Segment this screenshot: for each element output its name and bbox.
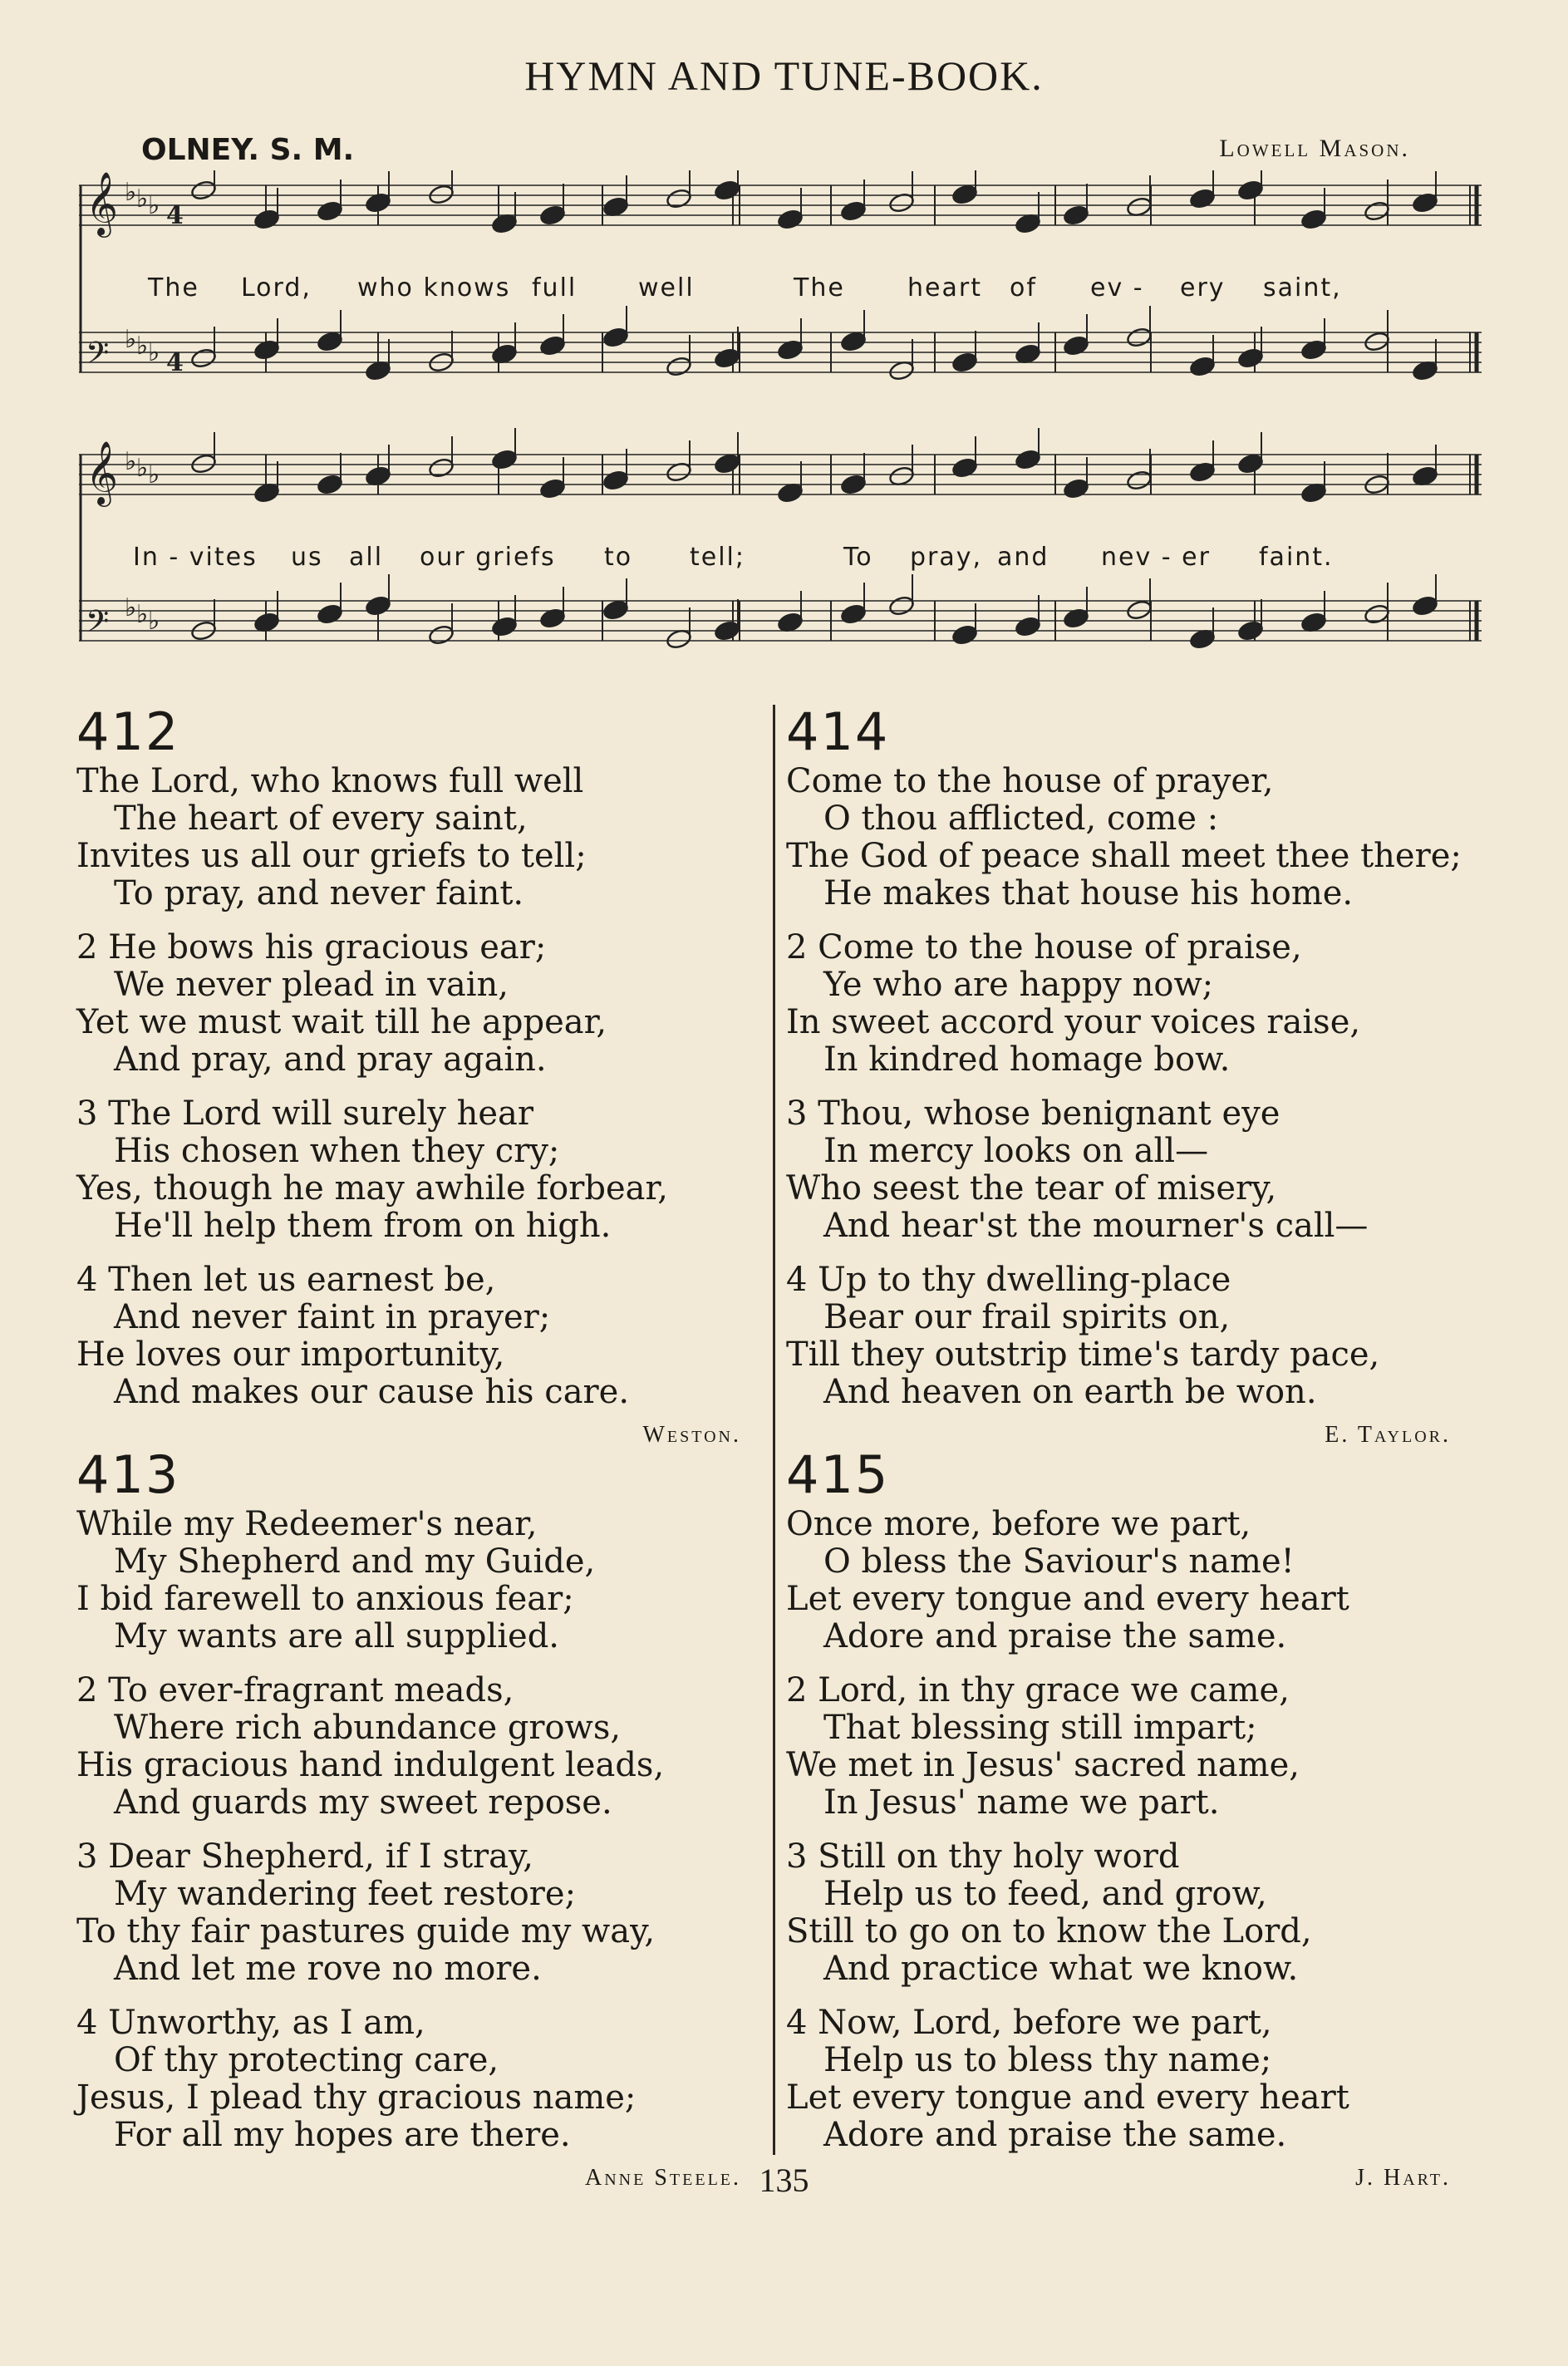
- verse-line: Ye who are happy now;: [823, 966, 1214, 1004]
- note-head: [491, 616, 518, 637]
- note-head: [714, 453, 740, 475]
- note-head: [1126, 599, 1153, 621]
- note-head: [539, 204, 566, 226]
- note-head: [1412, 595, 1438, 617]
- verse-line: To pray, and never faint.: [114, 874, 524, 912]
- right-column: [786, 701, 1462, 2191]
- note-head: [1364, 603, 1390, 625]
- note-head: [253, 209, 280, 230]
- lyric-syllable: faint.: [1259, 543, 1334, 572]
- note-head: [1063, 204, 1089, 226]
- stanza: [786, 929, 1451, 1079]
- lyric-syllable: In - vites: [133, 543, 258, 572]
- note-head: [951, 184, 978, 205]
- verse-line: O thou afflicted, come :: [823, 799, 1219, 838]
- verse-line: In mercy looks on all—: [823, 1132, 1209, 1170]
- left-column: [76, 701, 741, 2191]
- hymn-413: [76, 1444, 741, 2191]
- stanza: [786, 1262, 1451, 1411]
- verse-line: 3 Thou, whose benignant eye: [786, 1094, 1280, 1133]
- hymn-number: 413: [76, 1444, 180, 1505]
- flat-icon: ♭: [136, 184, 149, 214]
- verse-line: For all my hopes are there.: [114, 2116, 571, 2154]
- verse-line: And never faint in prayer;: [114, 1298, 551, 1336]
- lyric-syllable: us: [291, 543, 323, 572]
- hymn-number: 414: [786, 701, 890, 762]
- verse-line: Of thy protecting care,: [114, 2041, 499, 2079]
- verse-line: To thy fair pastures guide my way,: [76, 1912, 656, 1950]
- verse-line: My wandering feet restore;: [114, 1875, 577, 1913]
- hymn-415: [786, 1444, 1451, 2191]
- verse-line: 2 He bows his gracious ear;: [76, 928, 547, 967]
- bass-clef-icon: 𝄢: [86, 604, 110, 647]
- verse-line: Once more, before we part,: [786, 1505, 1251, 1543]
- verse-line: Till they outstrip time's tardy pace,: [786, 1335, 1380, 1374]
- verse-line: And pray, and pray again.: [114, 1040, 547, 1079]
- lyric-syllable: ery: [1180, 273, 1226, 303]
- verse-line: Let every tongue and every heart: [786, 1580, 1349, 1618]
- hymn-author: E. Taylor.: [1325, 1422, 1451, 1448]
- music-score: [79, 170, 1483, 686]
- verse-line: Adore and praise the same.: [823, 2116, 1287, 2154]
- verse-line: And heaven on earth be won.: [823, 1373, 1317, 1411]
- note-head: [951, 624, 978, 646]
- note-head: [1300, 209, 1327, 230]
- stanza: [76, 1838, 741, 1988]
- verse-line: 3 Still on thy holy word: [786, 1837, 1180, 1876]
- lyric-syllable: To: [843, 543, 873, 572]
- note-head: [1189, 188, 1216, 209]
- note-head: [1189, 356, 1216, 377]
- verse-line: In sweet accord your voices raise,: [786, 1003, 1361, 1041]
- verse-line: And guards my sweet repose.: [114, 1783, 612, 1822]
- note-head: [1126, 470, 1153, 491]
- note-head: [602, 327, 629, 348]
- note-head: [1364, 331, 1390, 352]
- stanza: [76, 763, 741, 912]
- flat-icon: ♭: [125, 325, 137, 354]
- stanza: [76, 2004, 741, 2154]
- note-head: [714, 347, 740, 369]
- stanza: [786, 1095, 1451, 1245]
- verse-line: 4 Unworthy, as I am,: [76, 2004, 425, 2042]
- note-head: [666, 188, 692, 209]
- note-head: [1237, 453, 1264, 475]
- note-head: [428, 624, 455, 646]
- note-head: [951, 352, 978, 373]
- note-head: [491, 449, 518, 470]
- verse-line: Adore and praise the same.: [823, 1617, 1287, 1655]
- verse-line: My wants are all supplied.: [114, 1617, 560, 1655]
- note-head: [190, 180, 217, 201]
- lyric-syllable: Lord,: [241, 273, 312, 303]
- verse-line: And makes our cause his care.: [114, 1373, 630, 1411]
- note-head: [1063, 478, 1089, 499]
- stanza: [76, 1672, 741, 1822]
- verse-line: That blessing still impart;: [823, 1709, 1257, 1747]
- note-head: [1063, 335, 1089, 357]
- verse-line: His chosen when they cry;: [114, 1132, 560, 1170]
- note-head: [1364, 200, 1390, 222]
- verse-line: O bless the Saviour's name!: [823, 1542, 1295, 1581]
- note-head: [840, 200, 867, 222]
- verse-line: The God of peace shall meet thee there;: [786, 837, 1462, 875]
- verse-line: 2 Lord, in thy grace we came,: [786, 1671, 1290, 1709]
- flat-icon: ♭: [125, 593, 137, 622]
- verse-line: I bid farewell to anxious fear;: [76, 1580, 574, 1618]
- verse-line: In Jesus' name we part.: [823, 1783, 1220, 1822]
- verse-line: Jesus, I plead thy gracious name;: [76, 2078, 637, 2117]
- verse-line: Yet we must wait till he appear,: [76, 1003, 607, 1041]
- note-head: [1237, 347, 1264, 369]
- verse-line: My Shepherd and my Guide,: [114, 1542, 596, 1581]
- lyric-syllable: pray,: [910, 543, 983, 572]
- stanza: [786, 2004, 1451, 2154]
- verse-line: 4 Now, Lord, before we part,: [786, 2004, 1272, 2042]
- time-signature: 4: [166, 348, 184, 377]
- verse-line: While my Redeemer's near,: [76, 1505, 538, 1543]
- lyrics-line-2: [79, 543, 1483, 584]
- treble-clef-icon: 𝄞: [86, 171, 119, 235]
- lyric-syllable: all: [349, 543, 384, 572]
- verse-line: We met in Jesus' sacred name,: [786, 1746, 1300, 1784]
- verse-line: Who seest the tear of misery,: [786, 1169, 1277, 1208]
- note-head: [539, 335, 566, 357]
- flat-icon: ♭: [136, 600, 149, 629]
- stanza: [786, 1838, 1451, 1988]
- note-head: [428, 184, 455, 205]
- stanza: [76, 1506, 741, 1655]
- lyric-syllable: and: [997, 543, 1049, 572]
- verse-line: And let me rove no more.: [114, 1950, 542, 1988]
- stanza: [76, 1262, 741, 1411]
- note-head: [714, 620, 740, 642]
- lyric-syllable: our griefs: [420, 543, 556, 572]
- lyric-syllable: The: [148, 273, 199, 303]
- note-head: [840, 331, 867, 352]
- hymn-number: 415: [786, 1444, 890, 1505]
- lyric-syllable: The: [794, 273, 845, 303]
- flat-icon: ♭: [136, 332, 149, 361]
- verse-line: Let every tongue and every heart: [786, 2078, 1349, 2117]
- verse-line: His gracious hand indulgent leads,: [76, 1746, 665, 1784]
- note-head: [602, 599, 629, 621]
- verse-line: He loves our importunity,: [76, 1335, 505, 1374]
- lyrics-line-1: [79, 273, 1483, 315]
- tune-name: OLNEY. S. M.: [141, 133, 355, 167]
- time-signature: 4: [166, 201, 184, 230]
- note-head: [317, 474, 343, 495]
- verse-line: The heart of every saint,: [114, 799, 528, 838]
- bass-clef-icon: 𝄢: [86, 336, 110, 378]
- note-head: [539, 478, 566, 499]
- flat-icon: ♭: [148, 191, 160, 220]
- verse-line: 2 Come to the house of praise,: [786, 928, 1302, 967]
- hymn-author: J. Hart.: [1355, 2165, 1451, 2191]
- stanza: [76, 1095, 741, 1245]
- hymn-412: [76, 701, 741, 1448]
- flat-icon: ♭: [125, 178, 137, 207]
- note-head: [1015, 449, 1041, 470]
- verse-line: Come to the house of prayer,: [786, 762, 1274, 800]
- note-head: [317, 331, 343, 352]
- running-title: HYMN AND TUNE-BOOK.: [524, 52, 1044, 99]
- flat-icon: ♭: [125, 447, 137, 476]
- note-head: [888, 595, 915, 617]
- flat-icon: ♭: [148, 460, 160, 489]
- lyric-syllable: who knows: [357, 273, 511, 303]
- note-head: [1237, 180, 1264, 201]
- lyric-syllable: well: [638, 273, 695, 303]
- verse-line: 2 To ever-fragrant meads,: [76, 1671, 514, 1709]
- hymn-author: Weston.: [642, 1422, 741, 1448]
- verse-line: He'll help them from on high.: [114, 1207, 612, 1245]
- verse-line: And practice what we know.: [823, 1950, 1299, 1988]
- verse-line: Yes, though he may awhile forbear,: [76, 1169, 668, 1208]
- flat-icon: ♭: [148, 607, 160, 636]
- flat-icon: ♭: [136, 454, 149, 483]
- music-staff-notation: [79, 170, 1483, 686]
- note-head: [1015, 616, 1041, 637]
- verse-line: 4 Then let us earnest be,: [76, 1261, 496, 1299]
- note-head: [666, 356, 692, 377]
- note-head: [317, 603, 343, 625]
- note-head: [317, 200, 343, 222]
- note-head: [840, 603, 867, 625]
- note-head: [777, 209, 804, 230]
- lyric-syllable: of: [1010, 273, 1037, 303]
- stanza: [76, 929, 741, 1079]
- lyric-syllable: saint,: [1263, 273, 1342, 303]
- lyric-syllable: tell;: [690, 543, 745, 572]
- stanza: [786, 1506, 1451, 1655]
- note-head: [951, 457, 978, 479]
- stanza: [786, 1672, 1451, 1822]
- hymn-number: 412: [76, 701, 180, 762]
- note-head: [714, 180, 740, 201]
- page-number: 135: [759, 2162, 809, 2199]
- note-head: [428, 457, 455, 479]
- lyric-syllable: ev -: [1090, 273, 1144, 303]
- note-head: [1237, 620, 1264, 642]
- hymn-414: [786, 701, 1462, 1448]
- note-head: [190, 347, 217, 369]
- note-head: [840, 474, 867, 495]
- verse-line: Still to go on to know the Lord,: [786, 1912, 1312, 1950]
- stanza: [786, 762, 1462, 912]
- verse-line: He makes that house his home.: [823, 874, 1354, 912]
- verse-line: Where rich abundance grows,: [114, 1709, 622, 1747]
- note-head: [602, 470, 629, 491]
- verse-line: And hear'st the mourner's call—: [823, 1207, 1369, 1245]
- verse-line: We never plead in vain,: [114, 966, 509, 1004]
- tune-composer: Lowell Mason.: [1219, 135, 1410, 162]
- lyric-syllable: heart: [907, 273, 982, 303]
- column-divider: [773, 705, 775, 2155]
- verse-line: The Lord, who knows full well: [76, 762, 584, 800]
- verse-line: Invites us all our griefs to tell;: [76, 837, 587, 875]
- verse-line: Help us to bless thy name;: [823, 2041, 1272, 2079]
- hymn-author: Anne Steele.: [585, 2165, 741, 2191]
- verse-line: 3 Dear Shepherd, if I stray,: [76, 1837, 534, 1876]
- lyric-syllable: to: [604, 543, 633, 572]
- flat-icon: ♭: [148, 338, 160, 367]
- note-head: [190, 453, 217, 475]
- verse-line: In kindred homage bow.: [823, 1040, 1231, 1079]
- lyric-syllable: full: [532, 273, 578, 303]
- verse-line: Bear our frail spirits on,: [823, 1298, 1231, 1336]
- lyric-syllable: nev - er: [1101, 543, 1211, 572]
- verse-line: Help us to feed, and grow,: [823, 1875, 1267, 1913]
- note-head: [365, 595, 391, 617]
- verse-line: 3 The Lord will surely hear: [76, 1094, 533, 1133]
- verse-line: 4 Up to thy dwelling-place: [786, 1261, 1231, 1299]
- treble-clef-icon: 𝄞: [86, 440, 119, 504]
- note-head: [1126, 327, 1153, 348]
